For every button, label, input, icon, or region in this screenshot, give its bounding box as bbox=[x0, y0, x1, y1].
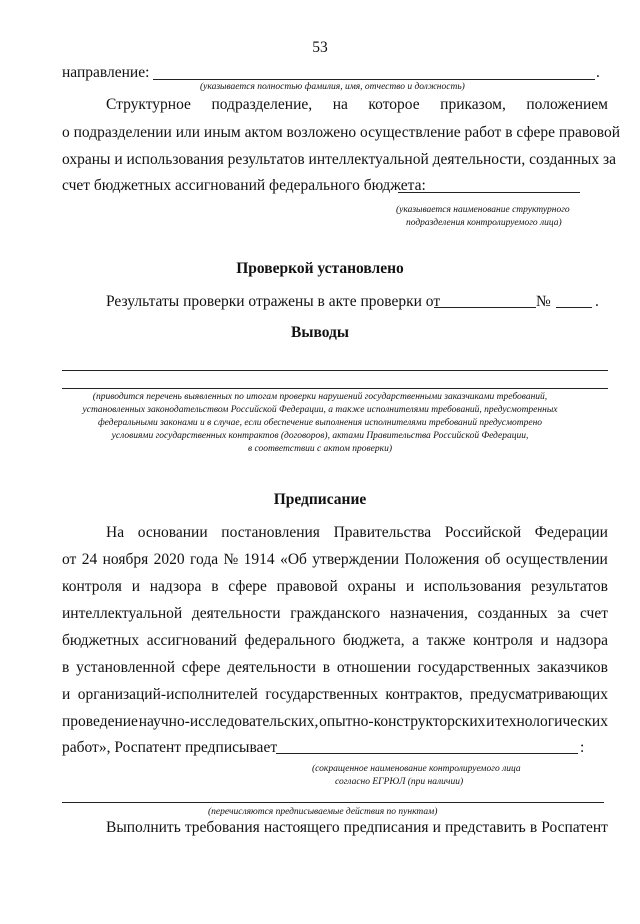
word: организаций-исполнителей bbox=[77, 686, 258, 703]
word: об bbox=[484, 551, 501, 568]
word: использования bbox=[423, 578, 522, 595]
word: охраны bbox=[347, 578, 397, 595]
word: за bbox=[557, 605, 571, 622]
word: на bbox=[332, 96, 348, 113]
word: надзора bbox=[149, 578, 202, 595]
division-note-1: (указывается наименование структурного bbox=[396, 205, 570, 215]
word: деятельности bbox=[191, 605, 281, 622]
word: На bbox=[106, 524, 125, 541]
word: в bbox=[322, 659, 331, 676]
word: в bbox=[211, 578, 219, 595]
order-line-9: работ», Роспатент предписывает bbox=[62, 739, 278, 756]
direction-fill-line bbox=[153, 79, 595, 80]
word: бюджетных bbox=[62, 632, 140, 649]
word: государственных bbox=[265, 686, 378, 703]
word: «Об bbox=[280, 551, 307, 568]
conclusions-note-5: в соответствии с актом проверки) bbox=[247, 444, 393, 454]
conclusions-heading: Выводы bbox=[291, 324, 349, 341]
order-line-6 bbox=[62, 658, 608, 677]
word: сфере bbox=[228, 578, 267, 595]
division-line-4: счет бюджетных ассигнований федерального бюджета: bbox=[62, 177, 426, 194]
number-sign: № bbox=[536, 293, 551, 310]
word: представить bbox=[444, 819, 526, 836]
established-text: Результаты проверки отражены в акте проверки от bbox=[106, 293, 441, 310]
word: в bbox=[529, 819, 538, 836]
conclusions-note-1: (приводится перечень выявленных по итогам проверки нарушений государственными заказчиками требований, bbox=[92, 392, 548, 402]
word: 2020 bbox=[153, 551, 185, 568]
division-fill-line bbox=[398, 192, 580, 193]
word: опытно-конструкторских bbox=[319, 713, 486, 730]
word: контрактов, bbox=[385, 686, 463, 703]
word: счет bbox=[579, 605, 608, 622]
page-number: 53 bbox=[312, 39, 328, 56]
order-note-2: согласно ЕГРЮЛ (при наличии) bbox=[335, 777, 464, 787]
word: бюджета, bbox=[342, 632, 405, 649]
actions-note: (перечисляются предписываемые действия по пунктам) bbox=[208, 807, 438, 817]
word: государственных bbox=[417, 659, 531, 676]
word: созданных bbox=[477, 605, 548, 622]
order-line-1 bbox=[106, 523, 608, 542]
conclusions-note-3: федеральными законами и в случае, если обеспечение выполнения исполнителями требований предусмотрено bbox=[97, 418, 543, 428]
word: надзора bbox=[556, 632, 608, 649]
word: и bbox=[405, 578, 415, 595]
word: ноября bbox=[102, 551, 149, 568]
division-note-2: подразделения контролируемого лица) bbox=[406, 218, 562, 228]
word: отношении bbox=[336, 659, 411, 676]
word: Структурное bbox=[106, 96, 191, 113]
order-heading: Предписание bbox=[273, 491, 367, 508]
word: предписания bbox=[343, 819, 429, 836]
direction-note: (указывается полностью фамилия, имя, отчество и должность) bbox=[200, 82, 465, 92]
controlled-entity-fill-line bbox=[276, 753, 578, 754]
word: ассигнований bbox=[146, 632, 237, 649]
order-note-1: (сокращенное наименование контролируемого лица bbox=[312, 764, 521, 774]
act-date-line bbox=[434, 307, 536, 308]
word: результатов bbox=[530, 578, 608, 595]
order-line-8 bbox=[62, 712, 608, 731]
word: и bbox=[131, 578, 140, 595]
division-line-1 bbox=[106, 95, 608, 114]
established-end: . bbox=[595, 293, 599, 310]
word: постановления bbox=[221, 524, 320, 541]
word: установленной bbox=[76, 659, 175, 676]
conclusions-line-1 bbox=[62, 370, 608, 371]
word: правовой bbox=[276, 578, 338, 595]
word: и bbox=[540, 632, 549, 649]
word: № bbox=[223, 551, 239, 568]
word: которое bbox=[368, 96, 420, 113]
word: Федерации bbox=[534, 524, 608, 541]
word: и bbox=[62, 686, 71, 703]
established-heading: Проверкой установлено bbox=[236, 260, 404, 277]
word: 1914 bbox=[243, 551, 275, 568]
division-line-2: о подразделении или иным актом возложено осуществление работ в сфере правовой bbox=[62, 124, 621, 141]
conclusions-line-2 bbox=[62, 388, 608, 389]
word: технологических bbox=[495, 713, 608, 730]
division-line-3: охраны и использования результатов интеллектуальной деятельности, созданных за bbox=[62, 151, 616, 168]
word: заказчиков bbox=[537, 659, 608, 676]
word: года bbox=[190, 551, 219, 568]
word: сфере bbox=[181, 659, 221, 676]
word: подразделение, bbox=[211, 96, 313, 113]
word: контроля bbox=[62, 578, 122, 595]
word: назначения, bbox=[389, 605, 468, 622]
word: Российской bbox=[444, 524, 522, 541]
order-line-7 bbox=[62, 685, 608, 704]
word: положением bbox=[526, 96, 608, 113]
word: федерального bbox=[244, 632, 336, 649]
word: а bbox=[412, 632, 420, 649]
order-line-2 bbox=[62, 550, 608, 569]
direction-end: . bbox=[596, 64, 600, 81]
word: научно-исследовательских, bbox=[138, 713, 319, 730]
word: интеллектуальной bbox=[62, 605, 183, 622]
word: Положения bbox=[404, 551, 480, 568]
word: основании bbox=[137, 524, 208, 541]
conclusions-note-4: условиями государственных контрактов (договоров), актами Правительства Российской Федерации, bbox=[111, 431, 529, 441]
word: Выполнить bbox=[106, 819, 181, 836]
word: и bbox=[432, 819, 441, 836]
word: деятельности bbox=[227, 659, 316, 676]
word: Правительства bbox=[333, 524, 432, 541]
word: от bbox=[62, 551, 77, 568]
order-line-4 bbox=[62, 604, 608, 623]
word: проведение bbox=[62, 713, 138, 730]
actions-fill-line bbox=[62, 802, 604, 803]
word: гражданского bbox=[290, 605, 381, 622]
order-line-5 bbox=[62, 631, 608, 650]
word: утверждении bbox=[312, 551, 400, 568]
word: Роспатент bbox=[541, 819, 608, 836]
word: настоящего bbox=[263, 819, 340, 836]
order-line-3 bbox=[62, 577, 608, 596]
word: в bbox=[62, 659, 70, 676]
direction-label: направление: bbox=[62, 64, 150, 81]
conclusions-note-2: установленных законодательством Российской Федерации, а также исполнителями требований, предусмотренных bbox=[82, 405, 558, 415]
word: требования bbox=[184, 819, 260, 836]
word: осуществлении bbox=[505, 551, 608, 568]
act-number-line bbox=[556, 307, 592, 308]
word: приказом, bbox=[440, 96, 506, 113]
word: 24 bbox=[81, 551, 98, 568]
word: и bbox=[486, 713, 495, 730]
order-last-line bbox=[106, 818, 608, 837]
order-line-9-end: : bbox=[580, 739, 585, 756]
word: также bbox=[426, 632, 466, 649]
word: предусматривающих bbox=[469, 686, 608, 703]
word: контроля bbox=[472, 632, 533, 649]
